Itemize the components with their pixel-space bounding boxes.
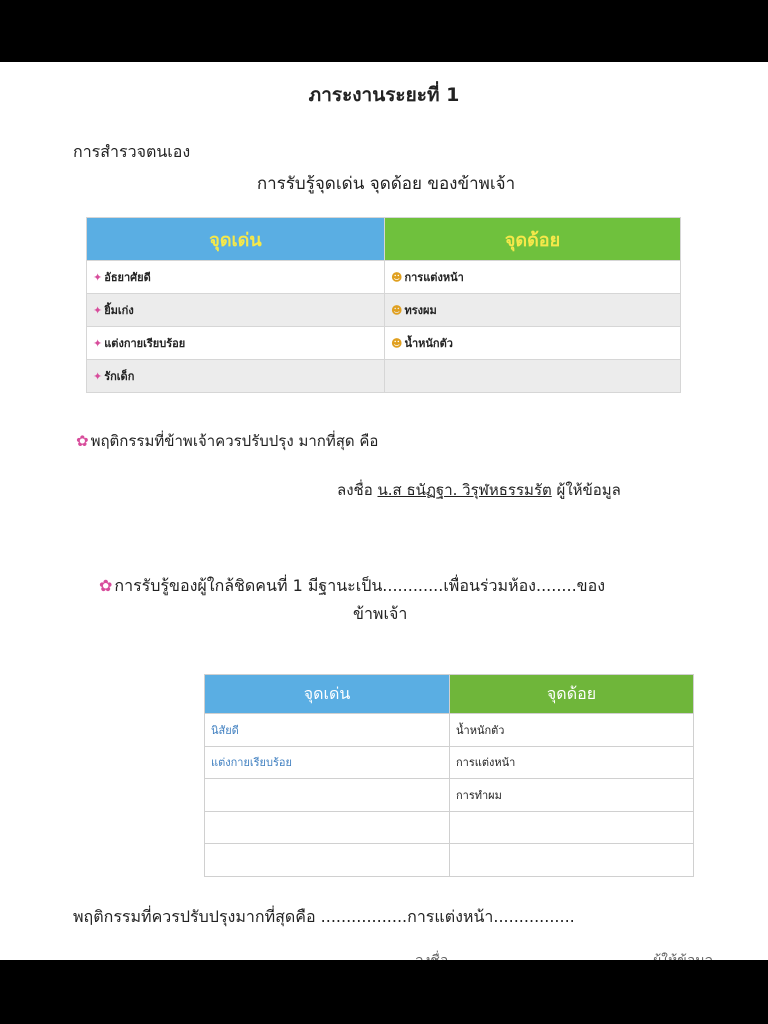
party-popper-icon: ✦ (93, 271, 103, 284)
strength-text: อัธยาศัยดี (104, 271, 151, 284)
party-popper-icon: ✦ (93, 304, 103, 317)
weakness-cell: การทำผม (450, 779, 694, 812)
strength-cell: แต่งกายเรียบร้อย (205, 746, 450, 779)
table-row (205, 811, 694, 844)
section-subtitle: การรับรู้จุดเด่น จุดด้อย ของข้าพเจ้า (256, 174, 516, 194)
document-page (0, 62, 768, 960)
strength-header: จุดเด่น (205, 675, 450, 714)
peer-heading-text: การรับรู้ของผู้ใกล้ชิดคนที่ 1 มีฐานะเป็น............เพื่อนร่วมห้อง........ของ (114, 576, 606, 595)
weakness-cell: การแต่งหน้า (450, 746, 694, 779)
table-row (87, 327, 681, 360)
signature-line (337, 478, 621, 502)
section-label: การสำรวจตนเอง (73, 142, 191, 161)
peer-section-heading (99, 574, 605, 599)
table-row (205, 746, 694, 779)
weakness-cell (385, 261, 681, 294)
strength-text: รักเด็ก (104, 370, 135, 383)
bottom-black-bar (0, 960, 768, 1024)
weakness-text: การแต่งหน้า (404, 271, 464, 284)
table-row (205, 779, 694, 812)
peer-section-heading-cont: ข้าพเจ้า (353, 604, 408, 623)
strength-cell (87, 294, 385, 327)
table-row (205, 844, 694, 877)
peer-behavior-line: พฤติกรรมที่ควรปรับปรุงมากที่สุดคือ .................การแต่งหน้า................ (73, 907, 575, 926)
weakness-header: จุดด้อย (450, 675, 694, 714)
table-header-row (87, 218, 681, 261)
bouquet-icon: ✿ (99, 576, 113, 595)
signature-prefix: ลงชื่อ (337, 481, 373, 499)
laughing-cat-icon: ☻ (391, 271, 403, 284)
table-header-row (205, 675, 694, 714)
self-assessment-table (86, 217, 681, 393)
weakness-cell (385, 360, 681, 393)
behavior-question-text: พฤติกรรมที่ข้าพเจ้าควรปรับปรุง มากที่สุด คือ (90, 432, 379, 450)
table-row (87, 360, 681, 393)
strength-cell (205, 779, 450, 812)
strength-cell (205, 844, 450, 877)
signature-name: น.ส ธนัฏฐา. วิรุฬหธรรมรัต (377, 481, 552, 499)
weakness-cell (385, 294, 681, 327)
strength-cell (87, 360, 385, 393)
strength-text: แต่งกายเรียบร้อย (104, 337, 186, 350)
weakness-cell (450, 811, 694, 844)
strength-cell (87, 327, 385, 360)
strength-header: จุดเด่น (87, 218, 385, 261)
signature-suffix: ผู้ให้ข้อมูล (556, 481, 621, 499)
weakness-text: น้ำหนักตัว (404, 337, 453, 350)
party-popper-icon: ✦ (93, 337, 103, 350)
strength-cell: นิสัยดี (205, 714, 450, 747)
weakness-cell (450, 844, 694, 877)
bouquet-icon: ✿ (76, 432, 89, 450)
table-row (87, 294, 681, 327)
laughing-cat-icon: ☻ (391, 337, 403, 350)
weakness-text: ทรงผม (404, 304, 437, 317)
table-row (205, 714, 694, 747)
weakness-cell: น้ำหนักตัว (450, 714, 694, 747)
behavior-question (76, 429, 378, 453)
strength-cell (87, 261, 385, 294)
top-black-bar (0, 0, 768, 62)
strength-text: ยิ้มเก่ง (104, 304, 134, 317)
table-row (87, 261, 681, 294)
page-title: ภาระงานระยะที่ 1 (308, 84, 460, 106)
strength-cell (205, 811, 450, 844)
party-popper-icon: ✦ (93, 370, 103, 383)
weakness-cell (385, 327, 681, 360)
weakness-header: จุดด้อย (385, 218, 681, 261)
laughing-cat-icon: ☻ (391, 304, 403, 317)
peer-assessment-table (204, 674, 694, 877)
